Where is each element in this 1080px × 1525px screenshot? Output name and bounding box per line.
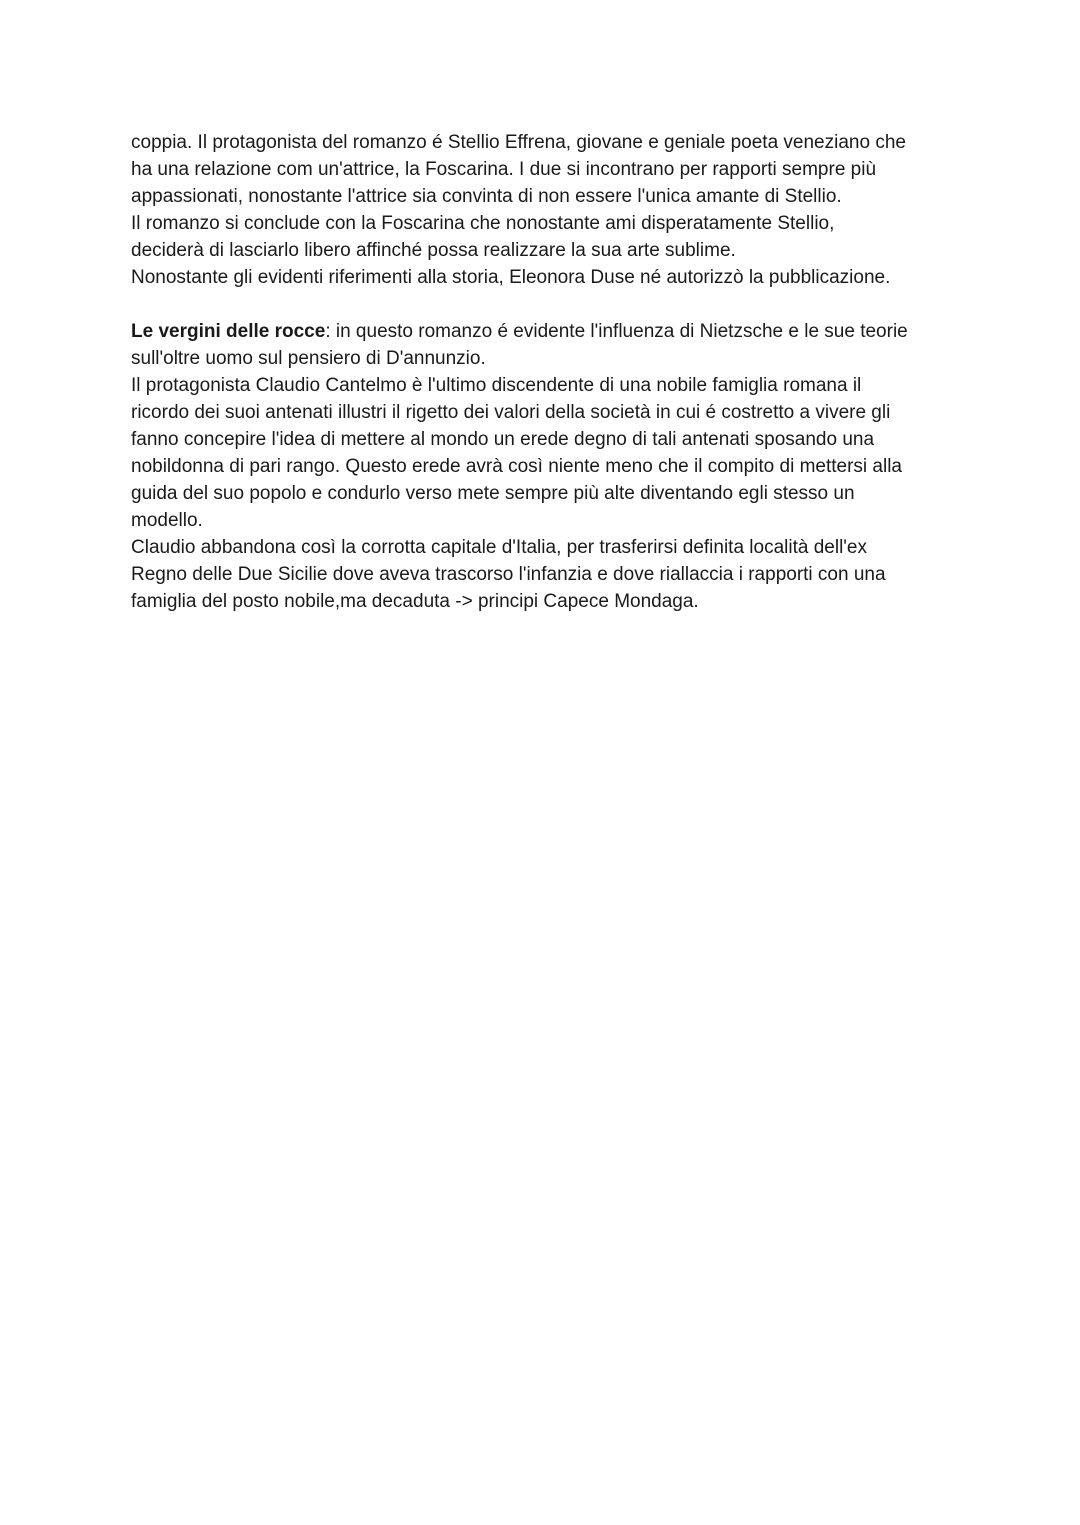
text-line: guida del suo popolo e condurlo verso mete sempre più alte diventando egli stesso un bbox=[131, 483, 855, 504]
text-line: modello. bbox=[131, 510, 203, 531]
text-line: nobildonna di pari rango. Questo erede avrà così niente meno che il compito di mettersi alla bbox=[131, 456, 902, 477]
text-line: appassionati, nonostante l'attrice sia convinta di non essere l'unica amante di Stellio. bbox=[131, 186, 842, 207]
text-line: Regno delle Due Sicilie dove aveva trascorso l'infanzia e dove riallaccia i rapporti con una bbox=[131, 564, 886, 585]
text-line: Claudio abbandona così la corrotta capitale d'Italia, per trasferirsi definita località dell'ex bbox=[131, 537, 867, 558]
paragraph-vergini-delle-rocce bbox=[131, 318, 961, 615]
text-line: deciderà di lasciarlo libero affinché possa realizzare la sua arte sublime. bbox=[131, 240, 736, 261]
text-line: Il romanzo si conclude con la Foscarina che nonostante ami disperatamente Stellio, bbox=[131, 213, 835, 234]
paragraph-spacer bbox=[131, 291, 961, 318]
text-line: ricordo dei suoi antenati illustri il rigetto dei valori della società in cui é costretto a vivere gli bbox=[131, 402, 891, 423]
text-line: famiglia del posto nobile,ma decaduta -> principi Capece Mondaga. bbox=[131, 591, 699, 612]
paragraph-il-fuoco bbox=[131, 129, 961, 291]
text-line: fanno concepire l'idea di mettere al mondo un erede degno di tali antenati sposando una bbox=[131, 429, 875, 450]
text-line bbox=[131, 318, 961, 345]
text-line: Nonostante gli evidenti riferimenti alla storia, Eleonora Duse né autorizzò la pubblicazione. bbox=[131, 267, 891, 288]
text-line: Il protagonista Claudio Cantelmo è l'ultimo discendente di una nobile famiglia romana il bbox=[131, 375, 862, 396]
text-line: coppia. Il protagonista del romanzo é Stellio Effrena, giovane e geniale poeta veneziano che bbox=[131, 132, 906, 153]
section-intro: : in questo romanzo é evidente l'influenza di Nietzsche e le sue teorie bbox=[325, 321, 908, 342]
section-title: Le vergini delle rocce bbox=[131, 321, 326, 342]
document-body bbox=[131, 129, 961, 615]
text-line: ha una relazione com un'attrice, la Foscarina. I due si incontrano per rapporti sempre più bbox=[131, 159, 877, 180]
text-line: sull'oltre uomo sul pensiero di D'annunzio. bbox=[131, 348, 486, 369]
